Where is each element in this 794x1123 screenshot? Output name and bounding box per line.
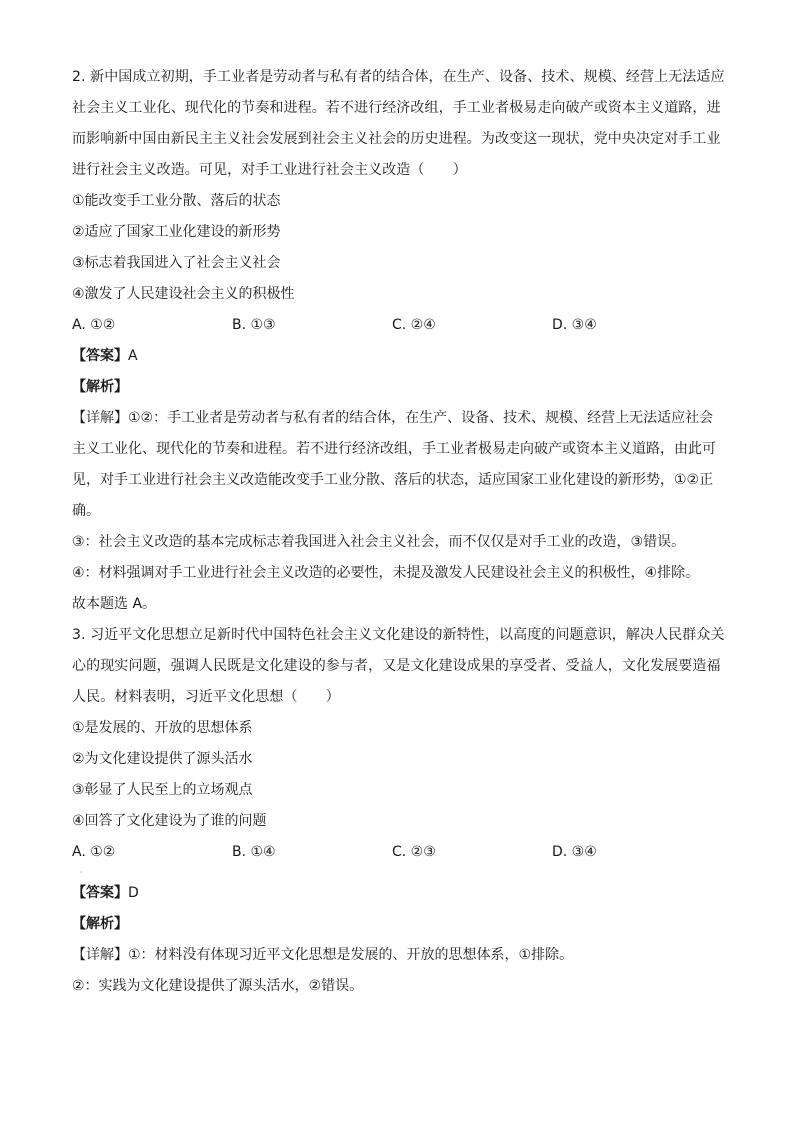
question-2-stem-line: 进行社会主义改造。可见，对手工业进行社会主义改造（ ）	[72, 162, 467, 178]
answer-value: A	[128, 348, 138, 364]
question-2-options	[72, 310, 732, 341]
question-2-stem-line: 而影响新中国由新民主主义社会发展到社会主义社会的历史进程。为改变这一现状，党中央决定对手工业	[72, 131, 721, 147]
document-page	[72, 62, 732, 1002]
option-d: D. ③④	[552, 317, 597, 333]
question-2-item: ①能改变手工业分散、落后的状态	[72, 193, 281, 209]
question-3-stem	[72, 620, 732, 713]
question-2-answer	[72, 341, 732, 372]
option-c: C. ②④	[392, 317, 436, 333]
detail-line: 故本题选 A。	[72, 596, 157, 612]
detail-line: 确。	[72, 503, 100, 519]
question-3-items	[72, 713, 732, 837]
question-2-item: ③标志着我国进入了社会主义社会	[72, 255, 281, 271]
detail-line: ③：社会主义改造的基本完成标志着我国进入社会主义社会，而不仅仅是对手工业的改造，③错误。	[72, 534, 686, 550]
question-3-item: ③彰显了人民至上的立场观点	[72, 782, 253, 798]
question-3-analysis-label: 【解析】	[72, 916, 128, 932]
question-3-stem-line: 心的现实问题，强调人民既是文化建设的参与者，又是文化建设成果的享受者、受益人，文化发展要造福	[72, 658, 721, 674]
option-a: A. ①②	[72, 844, 116, 860]
question-2-items	[72, 186, 732, 310]
detail-line: 【详解】①②：手工业者是劳动者与私有者的结合体，在生产、设备、技术、规模、经营上无法适应社会	[72, 410, 714, 426]
question-3-stem-line: 3. 习近平文化思想立足新时代中国特色社会主义文化建设的新特性，以高度的问题意识，解决人民群众关	[72, 627, 725, 643]
answer-label: 【答案】	[72, 348, 128, 364]
question-3-answer	[72, 878, 732, 909]
option-c: C. ②③	[392, 844, 436, 860]
question-2-stem-line: 社会主义工业化、现代化的节奏和进程。若不进行经济改组，手工业者极易走向破产或资本主义道路，进	[72, 100, 721, 116]
question-3-item: ②为文化建设提供了源头活水	[72, 751, 253, 767]
option-d: D. ③④	[552, 844, 597, 860]
question-3-item: ①是发展的、开放的思想体系	[72, 720, 253, 736]
detail-line: 主义工业化、现代化的节奏和进程。若不进行经济改组，手工业者极易走向破产或资本主义道路，由此可	[72, 441, 716, 457]
detail-line: 见，对手工业进行社会主义改造能改变手工业分散、落后的状态，适应国家工业化建设的新形势，①②正	[72, 472, 714, 488]
question-3-options	[72, 837, 732, 868]
stray-dot-mark: ·	[80, 868, 83, 877]
question-2-item: ②适应了国家工业化建设的新形势	[72, 224, 281, 240]
answer-value: D	[128, 885, 139, 901]
option-b: B. ①④	[232, 844, 276, 860]
question-3-item: ④回答了文化建设为了谁的问题	[72, 813, 267, 829]
question-2-stem	[72, 62, 732, 186]
question-2-detail	[72, 403, 732, 620]
detail-line: ④：材料强调对手工业进行社会主义改造的必要性，未提及激发人民建设社会主义的积极性，④排除。	[72, 565, 700, 581]
answer-label: 【答案】	[72, 885, 128, 901]
question-2-analysis-label: 【解析】	[72, 379, 128, 395]
question-2-item: ④激发了人民建设社会主义的积极性	[72, 286, 295, 302]
question-2-stem-line: 2. 新中国成立初期，手工业者是劳动者与私有者的结合体，在生产、设备、技术、规模、经营上无法适应	[72, 69, 725, 85]
question-3-detail	[72, 940, 732, 1002]
option-a: A. ①②	[72, 317, 116, 333]
question-3-stem-line: 人民。材料表明，习近平文化思想（ ）	[72, 689, 340, 705]
option-b: B. ①③	[232, 317, 276, 333]
detail-line: ②：实践为文化建设提供了源头活水，②错误。	[72, 978, 364, 994]
detail-line: 【详解】①：材料没有体现习近平文化思想是发展的、开放的思想体系，①排除。	[72, 947, 574, 963]
